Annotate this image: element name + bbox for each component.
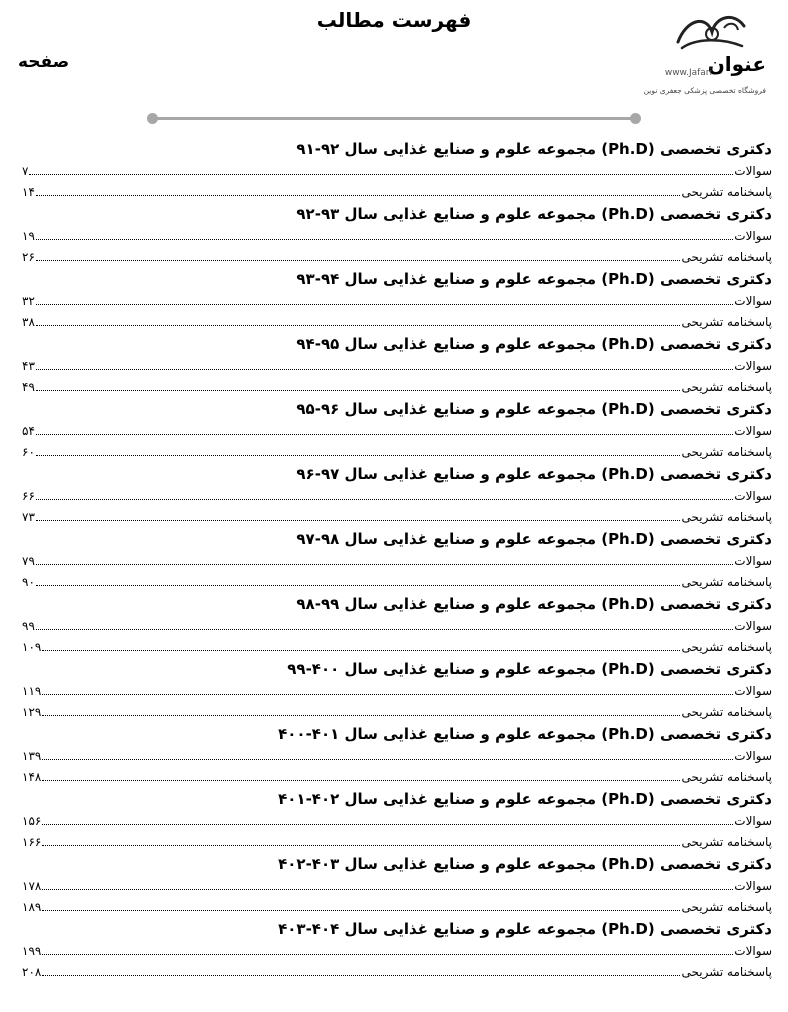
table-of-contents (22, 138, 772, 983)
entry-label: سوالات (734, 294, 772, 308)
questions-entry[interactable] (22, 226, 772, 247)
answers-entry[interactable] (22, 572, 772, 593)
entry-label: پاسخنامه تشریحی (681, 705, 772, 719)
page-number: ۲۶ (22, 250, 35, 264)
dot-leader (42, 681, 733, 695)
entry-label: سوالات (734, 229, 772, 243)
toc-section (22, 398, 772, 463)
page-number: ۴۹ (22, 380, 35, 394)
logo-emblem-icon (672, 8, 750, 56)
dot-leader (42, 962, 680, 976)
dot-leader (36, 616, 733, 630)
dot-leader (42, 897, 680, 911)
page-number: ۱۹ (22, 229, 35, 243)
questions-entry[interactable] (22, 876, 772, 897)
questions-entry[interactable] (22, 356, 772, 377)
answers-entry[interactable] (22, 897, 772, 918)
entry-label: پاسخنامه تشریحی (681, 380, 772, 394)
page-number: ۶۰ (22, 445, 35, 459)
page-number: ۱۸۹ (22, 900, 42, 914)
entry-label: پاسخنامه تشریحی (681, 445, 772, 459)
dot-leader (36, 247, 681, 261)
answers-entry[interactable] (22, 442, 772, 463)
entry-label: پاسخنامه تشریحی (681, 965, 772, 979)
dot-leader (36, 291, 733, 305)
page-number: ۵۴ (22, 424, 35, 438)
entry-label: پاسخنامه تشریحی (681, 510, 772, 524)
toc-section (22, 268, 772, 333)
section-heading: دکتری تخصصی (Ph.D) مجموعه علوم و صنایع غذایی سال ۴۰۲-۴۰۱ (278, 790, 772, 808)
answers-entry[interactable] (22, 182, 772, 203)
dot-leader (36, 551, 733, 565)
section-heading: دکتری تخصصی (Ph.D) مجموعه علوم و صنایع غذایی سال ۹۳-۹۲ (296, 205, 772, 223)
entry-label: پاسخنامه تشریحی (681, 250, 772, 264)
section-heading: دکتری تخصصی (Ph.D) مجموعه علوم و صنایع غذایی سال ۹۷-۹۶ (296, 465, 772, 483)
logo-tagline: فروشگاه تخصصی پزشکی جعفری نوین (643, 86, 766, 95)
dot-leader (42, 767, 680, 781)
answers-entry[interactable] (22, 832, 772, 853)
toc-section (22, 463, 772, 528)
page-number: ۱۱۹ (22, 684, 42, 698)
toc-section (22, 528, 772, 593)
page-number: ۳۸ (22, 315, 35, 329)
dot-leader (42, 876, 733, 890)
dot-leader (42, 702, 680, 716)
page-number: ۷ (22, 164, 29, 178)
page-number: ۱۴۸ (22, 770, 42, 784)
entry-label: سوالات (734, 944, 772, 958)
questions-entry[interactable] (22, 486, 772, 507)
section-heading: دکتری تخصصی (Ph.D) مجموعه علوم و صنایع غذایی سال ۴۰۳-۴۰۲ (278, 855, 772, 873)
page-number: ۷۳ (22, 510, 35, 524)
dot-leader (36, 421, 733, 435)
answers-entry[interactable] (22, 637, 772, 658)
dot-leader (36, 226, 733, 240)
entry-label: سوالات (734, 749, 772, 763)
page-number: ۱۳۹ (22, 749, 42, 763)
page-number: ۱۹۹ (22, 944, 42, 958)
dot-leader (36, 572, 681, 586)
page-number: ۹۹ (22, 619, 35, 633)
divider-dot-right (630, 113, 641, 124)
entry-label: سوالات (734, 619, 772, 633)
entry-label: پاسخنامه تشریحی (681, 640, 772, 654)
answers-entry[interactable] (22, 962, 772, 983)
section-heading: دکتری تخصصی (Ph.D) مجموعه علوم و صنایع غذایی سال ۴۰۴-۴۰۳ (278, 920, 772, 938)
page-number: ۱۶۶ (22, 835, 42, 849)
questions-entry[interactable] (22, 161, 772, 182)
entry-label: سوالات (734, 554, 772, 568)
entry-label: سوالات (734, 814, 772, 828)
answers-entry[interactable] (22, 377, 772, 398)
entry-label: سوالات (734, 424, 772, 438)
toc-section (22, 918, 772, 983)
entry-label: سوالات (734, 684, 772, 698)
section-heading: دکتری تخصصی (Ph.D) مجموعه علوم و صنایع غذایی سال ۹۲-۹۱ (296, 140, 772, 158)
page-number: ۱۴ (22, 185, 35, 199)
section-heading: دکتری تخصصی (Ph.D) مجموعه علوم و صنایع غذایی سال ۹۸-۹۷ (296, 530, 772, 548)
logo-brand-text: عنوان (707, 52, 766, 76)
dot-leader (42, 941, 733, 955)
page-number: ۹۰ (22, 575, 35, 589)
entry-label: سوالات (734, 489, 772, 503)
entry-label: سوالات (734, 359, 772, 373)
entry-label: سوالات (734, 879, 772, 893)
questions-entry[interactable] (22, 681, 772, 702)
dot-leader (42, 832, 680, 846)
page-number: ۶۶ (22, 489, 35, 503)
section-heading: دکتری تخصصی (Ph.D) مجموعه علوم و صنایع غذایی سال ۹۹-۹۸ (296, 595, 772, 613)
answers-entry[interactable] (22, 767, 772, 788)
entry-label: پاسخنامه تشریحی (681, 575, 772, 589)
entry-label: پاسخنامه تشریحی (681, 185, 772, 199)
page-column-label: صفحه (18, 52, 70, 72)
divider-dot-left (147, 113, 158, 124)
logo-url: www.Jafari (664, 68, 712, 78)
dot-leader (36, 377, 681, 391)
section-heading: دکتری تخصصی (Ph.D) مجموعه علوم و صنایع غذایی سال ۴۰۱-۴۰۰ (278, 725, 772, 743)
dot-leader (42, 811, 733, 825)
page-number: ۱۵۶ (22, 814, 42, 828)
questions-entry[interactable] (22, 421, 772, 442)
section-heading: دکتری تخصصی (Ph.D) مجموعه علوم و صنایع غذایی سال ۴۰۰-۹۹ (287, 660, 772, 678)
dot-leader (36, 486, 733, 500)
dot-leader (36, 182, 681, 196)
entry-label: پاسخنامه تشریحی (681, 835, 772, 849)
answers-entry[interactable] (22, 702, 772, 723)
page-number: ۲۰۸ (22, 965, 42, 979)
toc-section (22, 723, 772, 788)
dot-leader (42, 746, 733, 760)
toc-section (22, 658, 772, 723)
dot-leader (29, 161, 733, 175)
questions-entry[interactable] (22, 746, 772, 767)
entry-label: پاسخنامه تشریحی (681, 770, 772, 784)
section-heading: دکتری تخصصی (Ph.D) مجموعه علوم و صنایع غذایی سال ۹۶-۹۵ (296, 400, 772, 418)
page-title: فهرست مطالب (316, 8, 472, 32)
section-heading: دکتری تخصصی (Ph.D) مجموعه علوم و صنایع غذایی سال ۹۴-۹۳ (296, 270, 772, 288)
answers-entry[interactable] (22, 247, 772, 268)
dot-leader (42, 637, 680, 651)
toc-section (22, 138, 772, 203)
publisher-logo (617, 8, 772, 98)
toc-section (22, 203, 772, 268)
entry-label: سوالات (734, 164, 772, 178)
questions-entry[interactable] (22, 291, 772, 312)
dot-leader (36, 356, 733, 370)
page-number: ۴۳ (22, 359, 35, 373)
dot-leader (36, 507, 681, 521)
dot-leader (36, 312, 681, 326)
dot-leader (36, 442, 681, 456)
answers-entry[interactable] (22, 312, 772, 333)
answers-entry[interactable] (22, 507, 772, 528)
page-number: ۱۰۹ (22, 640, 42, 654)
questions-entry[interactable] (22, 616, 772, 637)
section-heading: دکتری تخصصی (Ph.D) مجموعه علوم و صنایع غذایی سال ۹۵-۹۴ (296, 335, 772, 353)
toc-section (22, 593, 772, 658)
toc-section (22, 853, 772, 918)
page-number: ۳۲ (22, 294, 35, 308)
questions-entry[interactable] (22, 811, 772, 832)
questions-entry[interactable] (22, 551, 772, 572)
entry-label: پاسخنامه تشریحی (681, 315, 772, 329)
toc-section (22, 788, 772, 853)
page-number: ۷۹ (22, 554, 35, 568)
page-number: ۱۷۸ (22, 879, 42, 893)
page-number: ۱۲۹ (22, 705, 42, 719)
header-divider (151, 117, 637, 120)
questions-entry[interactable] (22, 941, 772, 962)
toc-section (22, 333, 772, 398)
entry-label: پاسخنامه تشریحی (681, 900, 772, 914)
